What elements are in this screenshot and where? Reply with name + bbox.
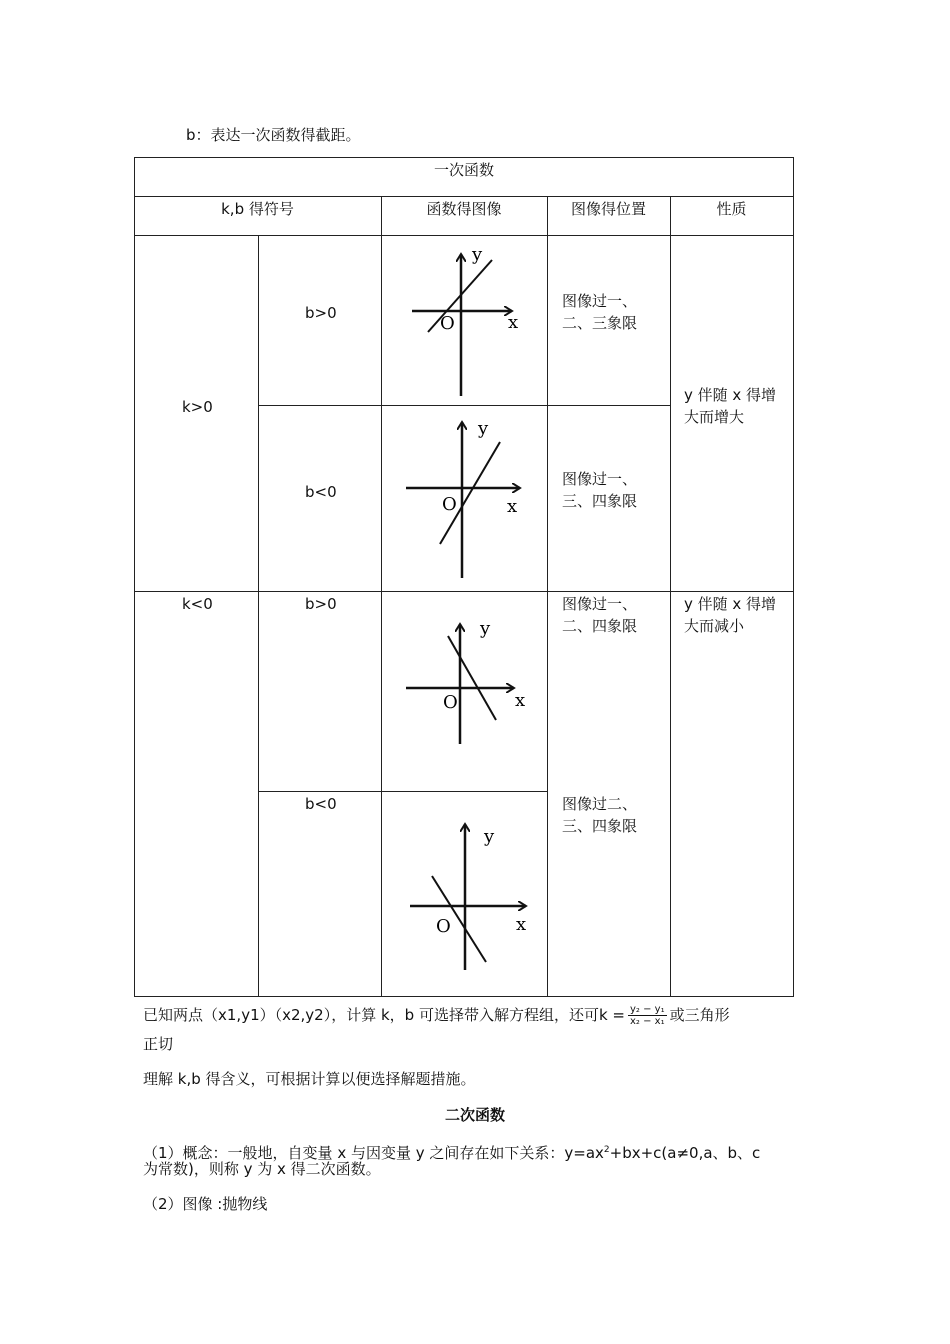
graph4-y-label: y — [484, 826, 495, 847]
header-position: 图像得位置 — [570, 200, 646, 218]
graph4-origin-label: O — [436, 916, 451, 937]
position-row1: 图像过一、二、三象限 — [562, 292, 638, 332]
two-point-paragraph — [143, 1004, 823, 1027]
graph-k-pos-b-pos — [404, 236, 524, 404]
two-point-suffix: 或三角形 — [669, 1006, 730, 1024]
graph3-x-label: x — [515, 690, 526, 711]
graph3-y-label: y — [480, 618, 491, 639]
concept-line2: 为常数)，则称 y 为 x 得二次函数。 — [143, 1160, 381, 1178]
graph2-x-label: x — [507, 496, 518, 517]
section-title-quadratic: 二次函数 — [444, 1106, 505, 1124]
b-label-row4: b<0 — [305, 795, 337, 813]
graph-k-pos-b-neg — [400, 406, 524, 590]
slope-fraction: $\frac{\text{y₂ − y₁}}{\text{x₂ − x₁}}$ — [630, 1004, 665, 1027]
graph2-origin-label: O — [442, 494, 457, 515]
position-row2: 图像过一、三、四象限 — [562, 470, 638, 510]
graph4-x-label: x — [516, 914, 527, 935]
image-heading: （2）图像 :抛物线 — [143, 1195, 268, 1213]
concept-line1: （1）概念：一般地，自变量 x 与因变量 y 之间存在如下关系：$y=ax^2+bx+c(a\ne 0,a$、b、c — [143, 1144, 761, 1162]
graph1-y-label: y — [472, 244, 483, 265]
b-label-row3: b>0 — [305, 595, 337, 613]
graph-k-neg-b-pos — [400, 592, 528, 790]
property-increasing: y 伴随 x 得增大而增大 — [684, 386, 777, 426]
b-label-row2: b<0 — [305, 483, 337, 501]
header-kb-sign: k,b 得符号 — [221, 200, 294, 218]
table-title: 一次函数 — [433, 161, 494, 179]
k-positive-label: k>0 — [182, 398, 213, 416]
position-row4: 图像过二、三、四象限 — [562, 795, 638, 835]
property-decreasing: y 伴随 x 得增大而减小 — [684, 595, 777, 635]
graph1-x-label: x — [508, 312, 519, 333]
intro-line: b：表达一次函数得截距。 — [186, 126, 361, 144]
kb-meaning-paragraph: 理解 k,b 得含义，可根据计算以便选择解题措施。 — [143, 1070, 476, 1088]
header-property: 性质 — [716, 200, 747, 218]
two-point-text: 已知两点（x1,y1）（x2,y2），计算 k，b 可选择带入解方程组，还可k = — [143, 1006, 625, 1024]
graph1-origin-label: O — [440, 313, 455, 334]
k-negative-label: k<0 — [182, 595, 213, 613]
position-row3: 图像过一、二、四象限 — [562, 595, 638, 635]
graph2-y-label: y — [478, 418, 489, 439]
two-point-line2: 正切 — [143, 1035, 174, 1053]
graph-k-neg-b-neg — [392, 792, 542, 995]
b-label-row1: b>0 — [305, 304, 337, 322]
header-graph: 函数得图像 — [426, 200, 502, 218]
graph3-origin-label: O — [443, 692, 458, 713]
